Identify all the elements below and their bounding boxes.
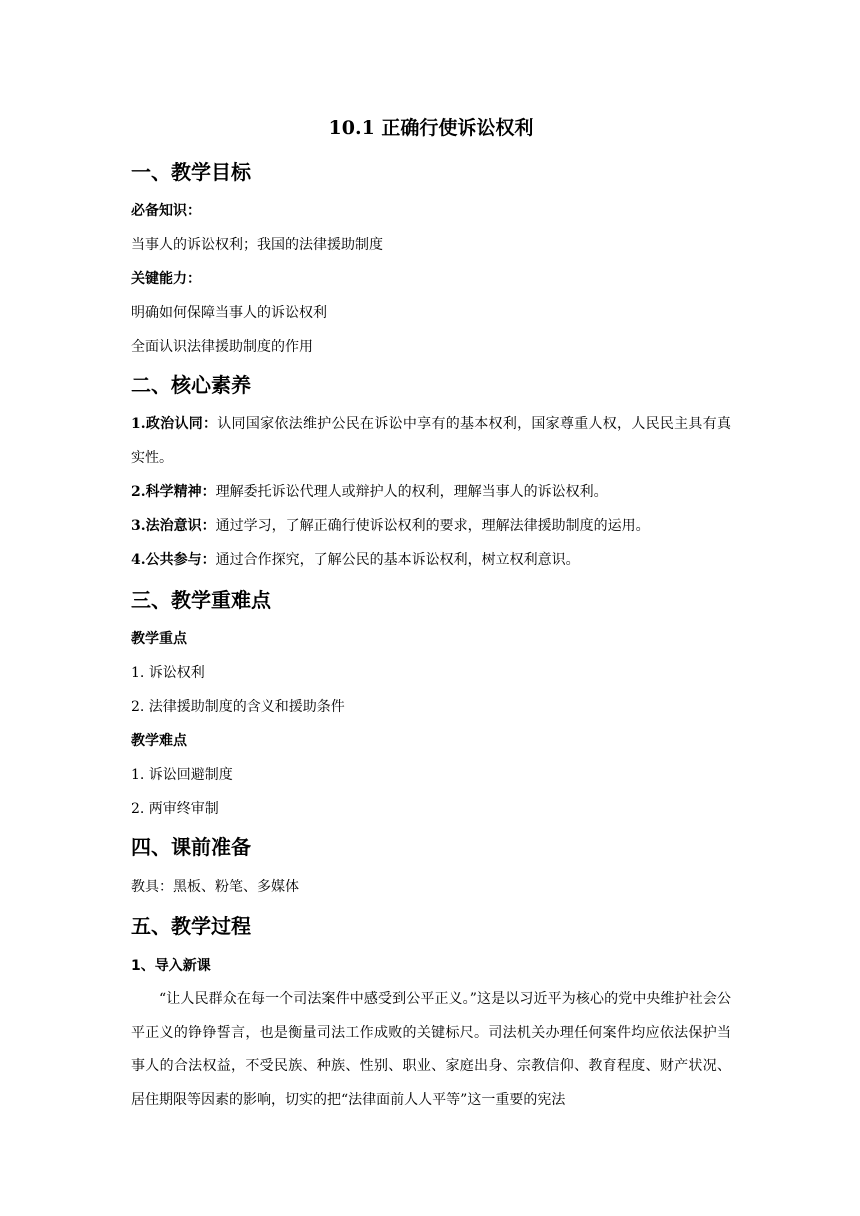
- heading-preparation: 四、课前准备: [131, 835, 251, 859]
- core-literacy-text-4: 通过合作探究，了解公民的基本诉讼权利，树立权利意识。: [215, 552, 580, 568]
- core-literacy-label-4: 4.公共参与：: [131, 552, 216, 568]
- text-key-point-2: 2. 法律援助制度的含义和援助条件: [131, 699, 345, 715]
- core-literacy-item-3: [131, 510, 731, 544]
- core-literacy-text-1: 认同国家依法维护公民在诉讼中享有的基本权利，国家尊重人权，人民民主具有真实性。: [131, 416, 731, 466]
- text-difficult-point-2: 2. 两审终审制: [131, 801, 219, 817]
- core-literacy-item-1: [131, 408, 731, 475]
- core-literacy-text-2: 理解委托诉讼代理人或辩护人的权利，理解当事人的诉讼权利。: [215, 484, 608, 500]
- core-literacy-label-2: 2.科学精神：: [131, 484, 216, 500]
- core-literacy-item-2: [131, 476, 731, 510]
- text-ability-2: 全面认识法律援助制度的作用: [131, 339, 313, 355]
- text-introduction: “让人民群众在每一个司法案件中感受到公平正义。”这是以习近平为核心的党中央维护社会公平正义的铮铮誓言，也是衡量司法工作成败的关键标尺。司法机关办理任何案件均应依法保护当事人的合法权益，不受民族、种族、性别、职业、家庭出身、宗教信仰、教育程度、财产状况、居住期限等因素的影响，切实的把“法律面前人人平等”这一重要的宪法: [131, 991, 731, 1108]
- text-difficult-point-1: 1. 诉讼回避制度: [131, 767, 233, 783]
- label-introduction: 1、导入新课: [131, 958, 211, 974]
- text-required-knowledge: 当事人的诉讼权利；我国的法律援助制度: [131, 237, 383, 253]
- label-key-points: 教学重点: [131, 631, 187, 647]
- label-required-knowledge: 必备知识：: [131, 203, 201, 219]
- label-difficult-points: 教学难点: [131, 733, 187, 749]
- text-ability-1: 明确如何保障当事人的诉讼权利: [131, 305, 327, 321]
- core-literacy-item-4: [131, 544, 731, 578]
- text-key-point-1: 1. 诉讼权利: [131, 665, 205, 681]
- text-teaching-tools: 教具：黑板、粉笔、多媒体: [131, 879, 299, 895]
- heading-teaching-process: 五、教学过程: [131, 914, 251, 938]
- heading-teaching-goals: 一、教学目标: [131, 160, 251, 184]
- heading-key-difficult-points: 三、教学重难点: [131, 588, 271, 612]
- core-literacy-text-3: 通过学习，了解正确行使诉讼权利的要求，理解法律援助制度的运用。: [215, 518, 650, 534]
- heading-core-literacy: 二、核心素养: [131, 373, 251, 397]
- core-literacy-label-1: 1.政治认同：: [131, 416, 218, 432]
- document-title: 10.1 正确行使诉讼权利: [328, 117, 534, 139]
- label-key-ability: 关键能力：: [131, 271, 201, 287]
- core-literacy-label-3: 3.法治意识：: [131, 518, 216, 534]
